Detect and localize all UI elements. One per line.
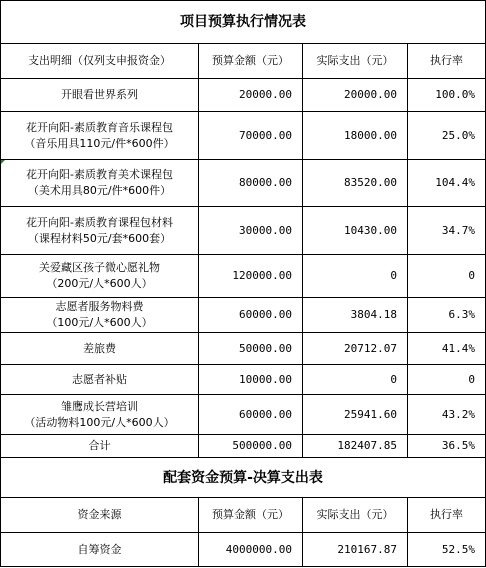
table1-row-rate: 0 <box>408 365 486 395</box>
table1-row-rate: 43.2% <box>408 395 486 435</box>
table2-row-actual: 210167.87 <box>303 533 408 567</box>
table2-header-0: 资金来源 <box>0 498 199 533</box>
table1-row-rate: 104.4% <box>408 160 486 207</box>
table1-row-budget: 60000.00 <box>199 298 303 333</box>
table1-row-actual: 20712.07 <box>303 333 408 365</box>
table1-row-item: 差旅费 <box>0 333 199 365</box>
table1-row-budget: 30000.00 <box>199 207 303 255</box>
table2-row-rate: 52.5% <box>408 533 486 567</box>
table1-row-actual: 10430.00 <box>303 207 408 255</box>
table2-header-3: 执行率 <box>408 498 486 533</box>
table1-row-item: 合计 <box>0 435 199 458</box>
table1-row-rate: 6.3% <box>408 298 486 333</box>
table1-row-item: 花开向阳-素质教育音乐课程包 （音乐用具110元/件*600件） <box>0 112 199 160</box>
table1-row-rate: 0 <box>408 255 486 298</box>
table1-row-item: 志愿者补贴 <box>0 365 199 395</box>
table1-row-budget: 20000.00 <box>199 79 303 112</box>
table1-row-rate: 34.7% <box>408 207 486 255</box>
table1-row-actual: 0 <box>303 365 408 395</box>
table1-row-actual: 18000.00 <box>303 112 408 160</box>
table1-row-rate: 41.4% <box>408 333 486 365</box>
table2-header-2: 实际支出（元） <box>303 498 408 533</box>
cell-comment-marker <box>1 160 5 164</box>
table1-row-budget: 80000.00 <box>199 160 303 207</box>
table1-row-budget: 60000.00 <box>199 395 303 435</box>
table1-row-rate: 25.0% <box>408 112 486 160</box>
table1-row-actual: 25941.60 <box>303 395 408 435</box>
table1-header-0: 支出明细（仅列支申报资金） <box>0 44 199 79</box>
table1-row-actual: 83520.00 <box>303 160 408 207</box>
table1-row-budget: 50000.00 <box>199 333 303 365</box>
table1-row-item: 志愿者服务物料费 （100元/人*600人） <box>0 298 199 333</box>
table1-row-item: 开眼看世界系列 <box>0 79 199 112</box>
table1-row-item: 花开向阳-素质教育课程包材料 （课程材料50元/套*600套） <box>0 207 199 255</box>
table1-row-item: 关爱藏区孩子微心愿礼物 （200元/人*600人） <box>0 255 199 298</box>
table1-row-budget: 500000.00 <box>199 435 303 458</box>
table1-row-item: 花开向阳-素质教育美术课程包 （美术用具80元/件*600件） <box>0 160 199 207</box>
table1-row-budget: 70000.00 <box>199 112 303 160</box>
table1-row-budget: 10000.00 <box>199 365 303 395</box>
table2-header-1: 预算金额（元） <box>199 498 303 533</box>
table1-row-rate: 100.0% <box>408 79 486 112</box>
table1-title: 项目预算执行情况表 <box>0 0 486 44</box>
table1-header-3: 执行率 <box>408 44 486 79</box>
table1-row-rate: 36.5% <box>408 435 486 458</box>
table1-row-actual: 182407.85 <box>303 435 408 458</box>
table1-row-actual: 20000.00 <box>303 79 408 112</box>
table2-row-item: 自筹资金 <box>0 533 199 567</box>
table2-row-budget: 4000000.00 <box>199 533 303 567</box>
table1-row-budget: 120000.00 <box>199 255 303 298</box>
table1-row-actual: 3804.18 <box>303 298 408 333</box>
table1-header-2: 实际支出（元） <box>303 44 408 79</box>
table1-header-1: 预算金额（元） <box>199 44 303 79</box>
table1-row-item: 雏鹰成长营培训 （活动物料100元/人*600人） <box>0 395 199 435</box>
table2-title: 配套资金预算-决算支出表 <box>0 458 486 498</box>
table1-row-actual: 0 <box>303 255 408 298</box>
